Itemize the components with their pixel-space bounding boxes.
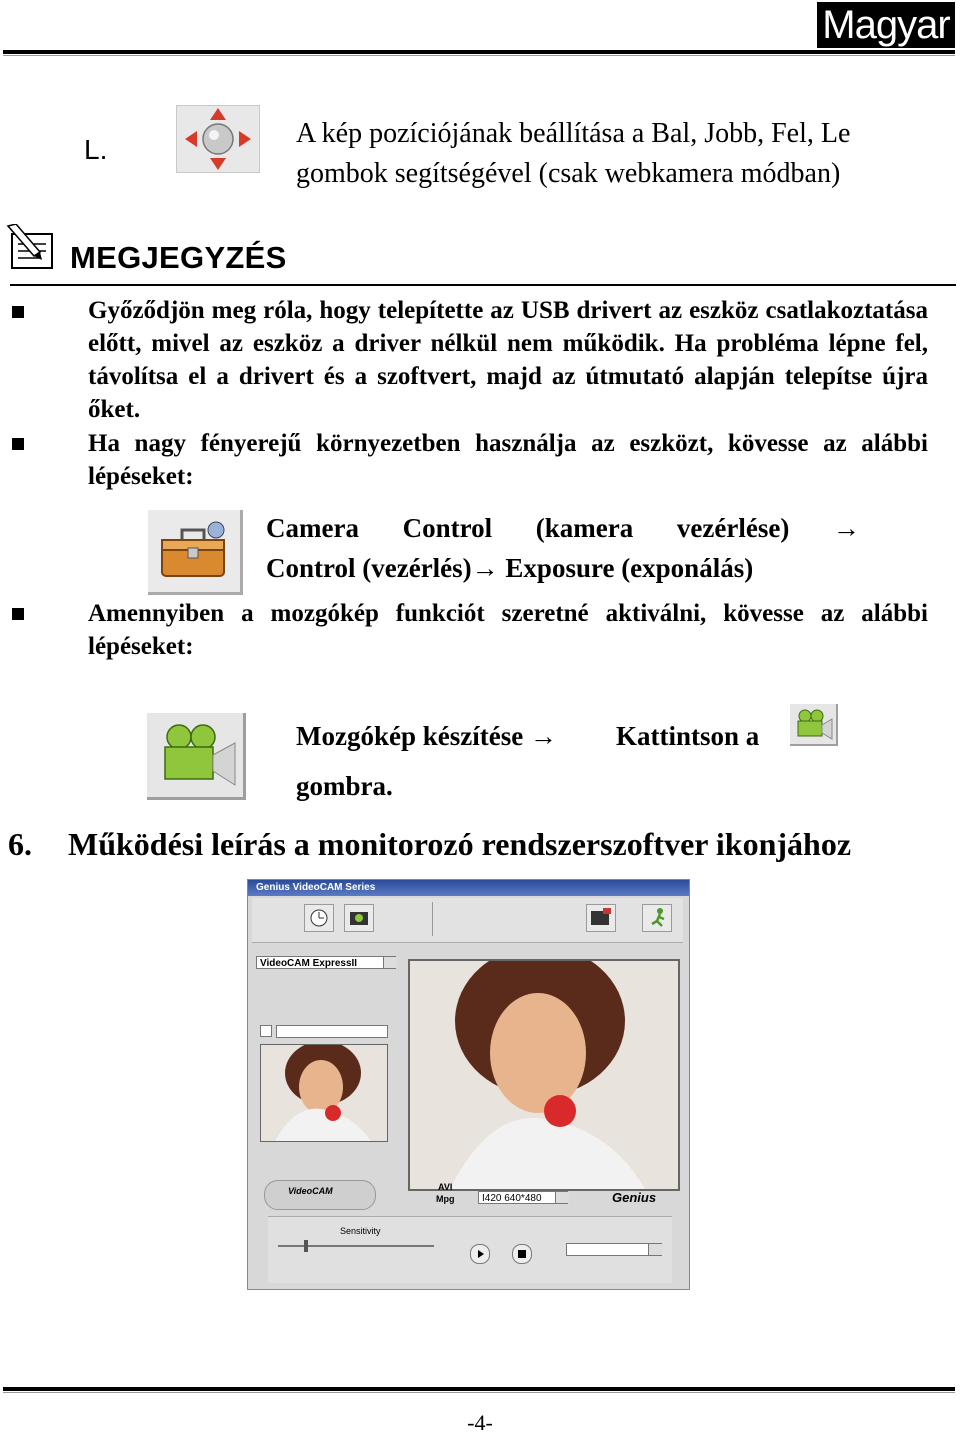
format-mpg[interactable]: Mpg [436,1194,455,1204]
brand-label: VideoCAM [288,1186,333,1196]
slider-handle[interactable] [304,1240,308,1252]
language-tab: Magyar [817,2,955,48]
footer-rule-shadow [3,1392,955,1393]
chevron-down-icon[interactable] [648,1244,662,1255]
direction-pad-icon [176,105,260,173]
main-video-preview [408,959,680,1191]
timer-icon[interactable] [304,904,334,932]
note-rule [10,284,956,286]
settings-icon[interactable] [586,904,616,932]
header-rule-shadow [3,55,955,56]
note-bullet-bright-light: Ha nagy fényerejű környezetben használja az eszközt, kövesse az alábbi lépéseket: [88,430,928,490]
sensitivity-label: Sensitivity [340,1226,381,1236]
movie-camera-icon [147,713,246,800]
footer-rule [3,1387,955,1391]
camera-control-step-line2: Control (vezérlés)→ Exposure (exponálás) [266,553,754,583]
item-letter: L. [84,134,108,165]
videocam-app-screenshot [247,879,690,1290]
section-title: Működési leírás a monitorozó rendszerszoftver ikonjához [68,826,852,862]
capture-icon[interactable] [344,904,374,932]
movie-camera-icon-small [790,704,838,746]
small-preview-toggle[interactable] [260,1025,272,1037]
bullet-marker [12,608,24,620]
note-title: MEGJEGYZÉS [70,240,287,275]
chevron-down-icon[interactable] [383,957,397,968]
camera-control-toolbox-icon [148,510,243,595]
chevron-down-icon[interactable] [555,1192,569,1203]
play-icon[interactable] [470,1244,490,1264]
genius-logo: Genius [612,1190,657,1205]
item-l-description: A kép pozíciójának beállítása a Bal, Jobb, Fel, Le gombok segítségével (csak webkamera módban) [296,118,851,189]
toolbar-divider [432,902,433,936]
movie-step-part3: gombra. [296,771,393,801]
section-number: 6. [8,826,32,862]
device-select[interactable]: VideoCAM ExpressII [256,956,396,969]
camera-control-step-line1: Camera Control (kamera vezérlése) → [266,513,860,543]
bullet-marker [12,306,24,318]
sensitivity-slider[interactable] [278,1245,434,1247]
resolution-select[interactable]: I420 640*480 [478,1191,568,1204]
small-preview-input[interactable] [276,1025,388,1038]
small-video-preview [260,1044,388,1142]
app-title-bar: Genius VideoCAM Series [248,880,689,896]
note-bullet-movie: Amennyiben a mozgókép funkciót szeretné aktiválni, kövesse az alábbi lépéseket: [88,600,928,660]
note-bullet-usb-driver: Győződjön meg róla, hogy telepítette az USB drivert az eszköz csatlakoztatása előtt, mivel az eszköz a driver nélkül nem működik. Ha probléma lépne fel, távolítsa el a drivert és a szoftvert, majd az útmutató alapján telepítse újra őket. [88,297,928,423]
movie-step-part2: Kattintson a [616,721,760,751]
movie-step-part1: Mozgókép készítése → [296,721,557,751]
page-number: -4- [467,1410,493,1435]
bullet-marker [12,438,24,450]
stop-icon[interactable] [512,1244,532,1264]
format-avi[interactable]: AVI [438,1182,453,1192]
header-rule [3,50,955,54]
exit-icon[interactable] [642,904,672,932]
note-pad-icon [6,224,56,272]
